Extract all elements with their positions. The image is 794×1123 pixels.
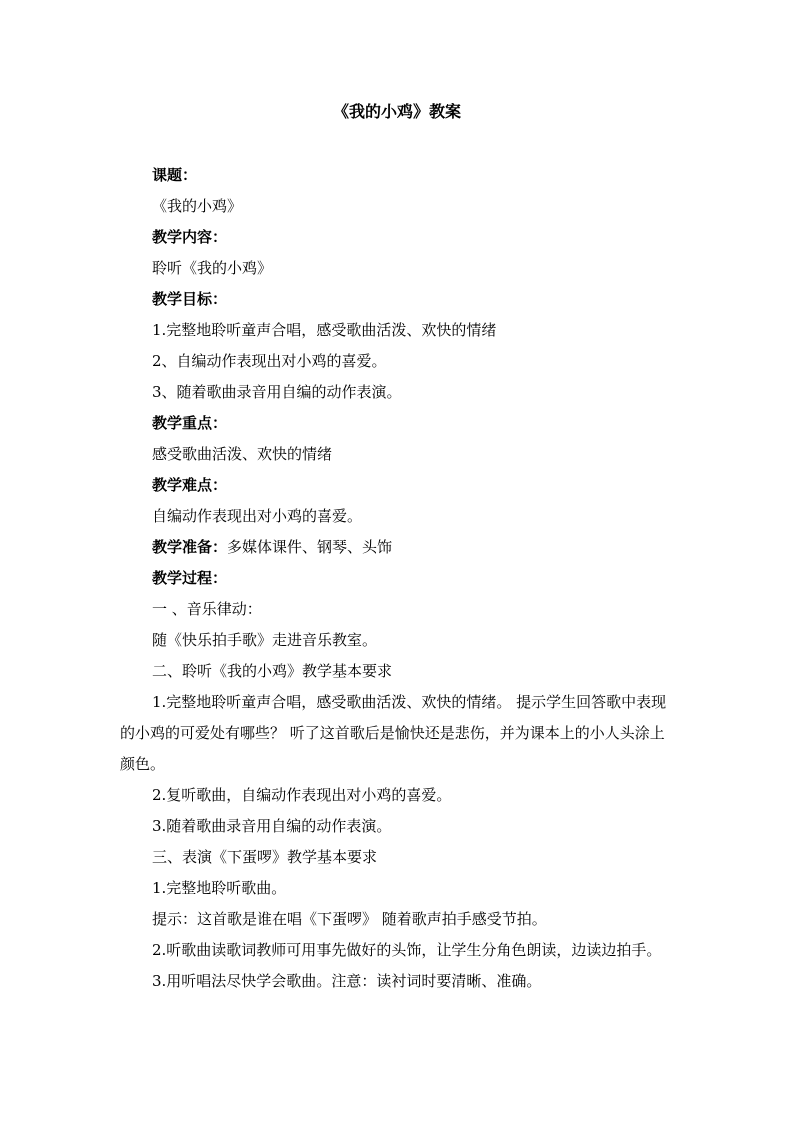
process-section-2-step-1: 1.完整地聆听童声合唱，感受歌曲活泼、欢快的情绪。 提示学生回答歌中表现的小鸡的可爱处有哪些？ 听了这首歌后是愉快还是悲伤，并为课本上的小人头涂上颜色。 (120, 693, 667, 773)
document-title: 《我的小鸡》教案 (332, 102, 461, 121)
process-section-3-step-2: 2.听歌曲读歌词教师可用事先做好的头饰，让学生分角色朗读，边读边拍手。 (152, 941, 662, 959)
goal-item-1: 1.完整地聆听童声合唱，感受歌曲活泼、欢快的情绪 (152, 321, 497, 339)
preparation-value: 多媒体课件、钢琴、头饰 (227, 538, 393, 556)
process-section-3-hint: 提示：这首歌是谁在唱《下蛋啰》 随着歌声拍手感受节拍。 (152, 910, 547, 928)
heading-content: 教学内容： (152, 228, 228, 246)
heading-goals: 教学目标： (152, 290, 228, 308)
process-section-1-text: 随《快乐拍手歌》走进音乐教室。 (152, 631, 378, 649)
process-section-1: 一 、音乐律动： (152, 600, 262, 618)
heading-topic: 课题： (152, 166, 198, 184)
process-section-3-step-3: 3.用听唱法尽快学会歌曲。注意：读衬词时要清晰、准确。 (152, 972, 542, 990)
document-body (120, 160, 678, 997)
topic-value: 《我的小鸡》 (152, 197, 243, 215)
process-section-3-step-1: 1.完整地聆听歌曲。 (152, 879, 287, 897)
heading-process: 教学过程： (152, 569, 228, 587)
process-section-2: 二、聆听《我的小鸡》教学基本要求 (152, 662, 393, 680)
key-points-value: 感受歌曲活泼、欢快的情绪 (152, 445, 333, 463)
process-section-3: 三、表演《下蛋啰》教学基本要求 (152, 848, 378, 866)
process-section-2-step-3: 3.随着歌曲录音用自编的动作表演。 (152, 817, 392, 835)
heading-difficulties: 教学难点： (152, 476, 228, 494)
heading-preparation: 教学准备： (152, 538, 228, 556)
goal-item-3: 3、随着歌曲录音用自编的动作表演。 (152, 383, 402, 401)
heading-key-points: 教学重点： (152, 414, 228, 432)
content-value: 聆听《我的小鸡》 (152, 259, 273, 277)
preparation-line (120, 532, 678, 563)
difficulties-value: 自编动作表现出对小鸡的喜爱。 (152, 507, 363, 525)
goal-item-2: 2、自编动作表现出对小鸡的喜爱。 (152, 352, 387, 370)
process-section-2-step-2: 2.复听歌曲，自编动作表现出对小鸡的喜爱。 (152, 786, 452, 804)
